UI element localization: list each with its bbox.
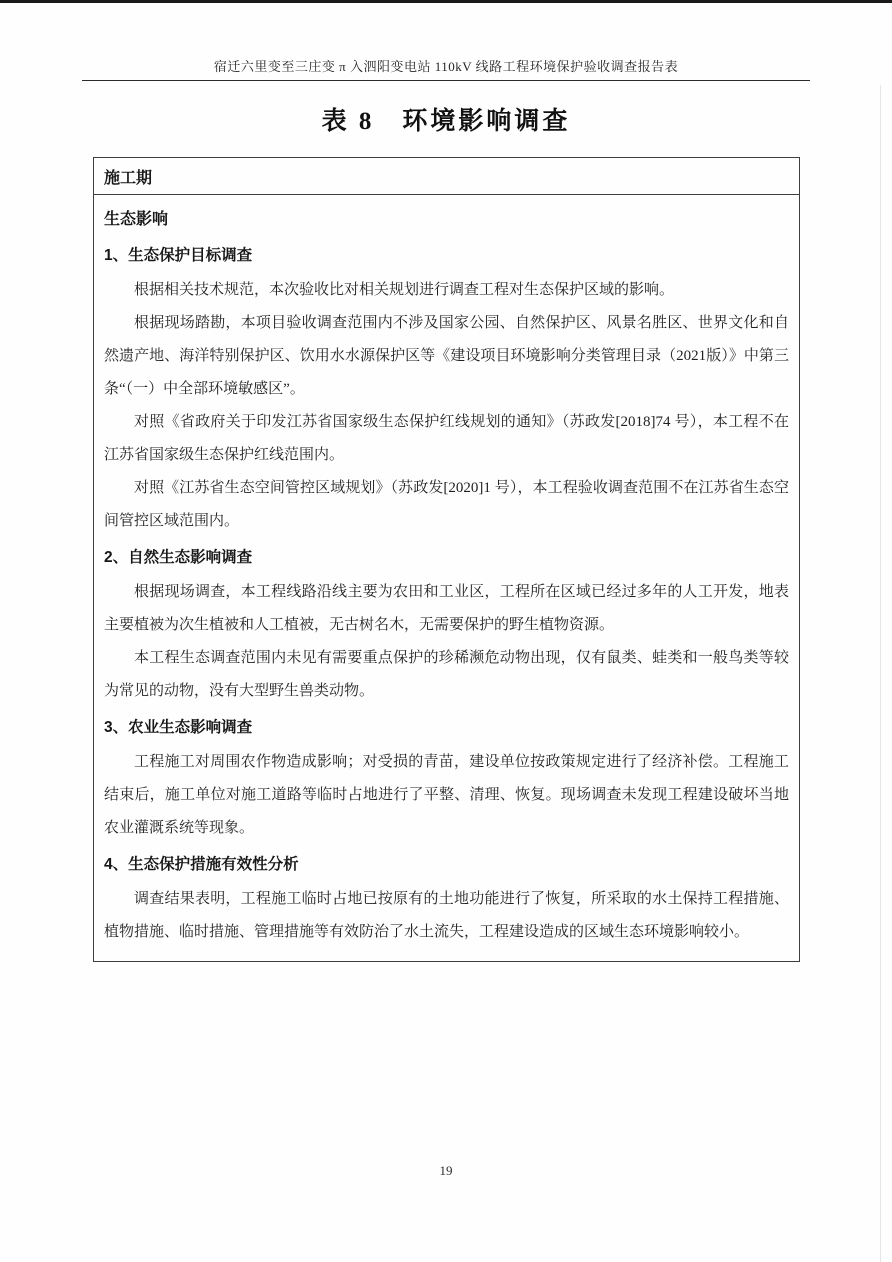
section-heading: 1、生态保护目标调查 [104,247,253,264]
paragraph: 根据现场调查，本工程线路沿线主要为农田和工业区，工程所在区域已经过多年的人工开发，地表主要植被为次生植被和人工植被，无古树名木，无需要保护的野生植物资源。 [104,584,789,633]
scan-artifact-edge-line [880,85,881,1262]
section-heading: 3、农业生态影响调查 [104,719,253,736]
section-heading: 2、自然生态影响调查 [104,549,253,566]
section-ecological-targets [104,239,789,538]
scan-artifact-top-bar [0,0,892,3]
section-protection-measures-analysis [104,848,789,949]
report-table [93,157,800,962]
paragraph: 根据现场踏勘，本项目验收调查范围内不涉及国家公园、自然保护区、风景名胜区、世界文化和自然遗产地、海洋特别保护区、饮用水水源保护区等《建设项目环境影响分类管理目录（2021版）》中第三条“（一）中全部环境敏感区”。 [104,315,789,397]
section-natural-ecology-impact [104,541,789,708]
paragraph: 对照《江苏省生态空间管控区域规划》（苏政发[2020]1 号），本工程验收调查范围不在江苏省生态空间管控区域范围内。 [104,480,789,529]
paragraph: 对照《省政府关于印发江苏省国家级生态保护红线规划的通知》（苏政发[2018]74 号），本工程不在江苏省国家级生态保护红线范围内。 [104,414,789,463]
page-number: 19 [439,1163,453,1178]
paragraph: 根据相关技术规范，本次验收比对相关规划进行调查工程对生态保护区域的影响。 [134,282,675,298]
paragraph: 本工程生态调查范围内未见有需要重点保护的珍稀濒危动物出现，仅有鼠类、蛙类和一般鸟类等较为常见的动物，没有大型野生兽类动物。 [104,650,789,699]
category-label: 生态影响 [104,211,169,228]
section-agricultural-ecology-impact [104,711,789,845]
section-heading: 4、生态保护措施有效性分析 [104,856,299,873]
page-title: 表 8 环境影响调查 [321,108,571,135]
table-row-content [94,195,799,961]
paragraph: 工程施工对周围农作物造成影响；对受损的青苗，建设单位按政策规定进行了经济补偿。工程施工结束后，施工单位对施工道路等临时占地进行了平整、清理、恢复。现场调查未发现工程建设破坏当地农业灌溉系统等现象。 [104,754,789,836]
paragraph: 调查结果表明，工程施工临时占地已按原有的土地功能进行了恢复，所采取的水土保持工程措施、植物措施、临时措施、管理措施等有效防治了水土流失，工程建设造成的区域生态环境影响较小。 [104,891,789,940]
table-row-phase-header: 施工期 [94,158,799,195]
running-header: 宿迁六里变至三庄变 π 入泗阳变电站 110kV 线路工程环境保护验收调查报告表 [82,56,810,81]
